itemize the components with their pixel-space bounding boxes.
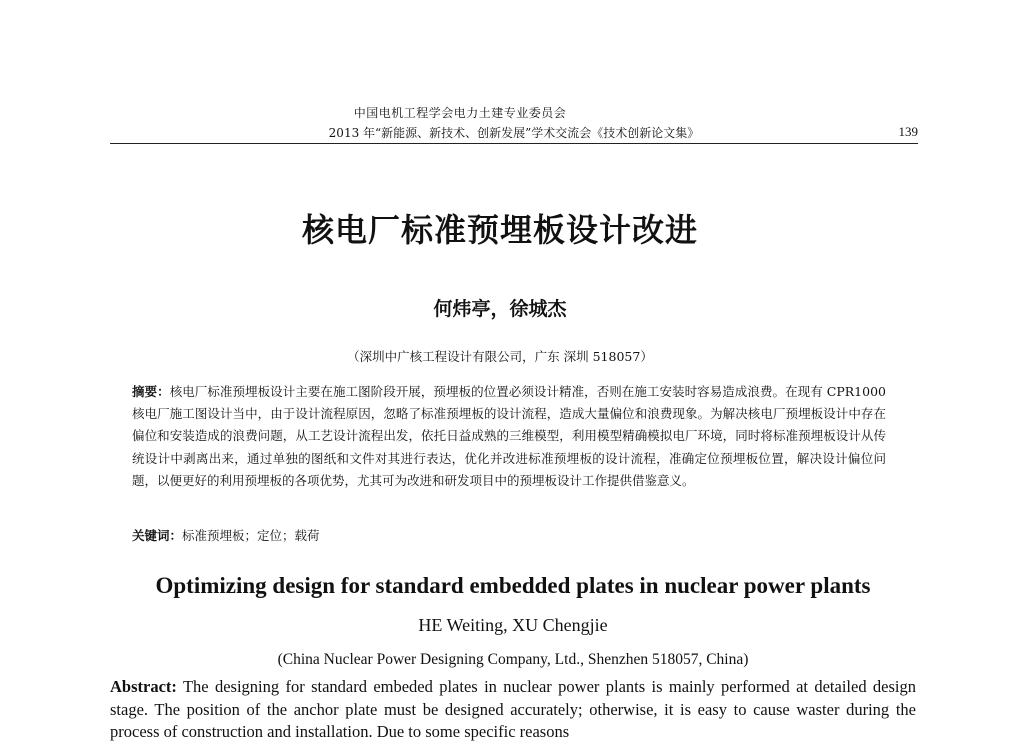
keywords-chinese-label: 关键词： bbox=[132, 528, 183, 543]
abstract-chinese-label: 摘要： bbox=[132, 384, 170, 399]
affiliation-chinese: （深圳中广核工程设计有限公司，广东 深圳 518057） bbox=[347, 349, 653, 364]
page-number: 139 bbox=[898, 124, 918, 139]
abstract-chinese-text: 核电厂标准预埋板设计主要在施工图阶段开展，预埋板的位置必须设计精准，否则在施工安装时容易造成浪费。在现有 CPR1000 核电厂施工图设计当中，由于设计流程原因，忽略了标准预埋板的设计流程，造成大量偏位和浪费现象。为解决核电厂预埋板设计中存在偏位和安装造成的浪费问题，从工艺设计流程出发，依托日益成熟的三维模型，利用模型精确模拟电厂环境，同时将标准预埋板设计从传统设计中剥离出来，通过单独的图纸和文件对其进行表达，优化并改进标准预埋板的设计流程，准确定位预埋板位置，解决设计偏位问题，以便更好的利用预埋板的各项优势，尤其可为改进和研发项目中的预埋板设计工作提供借鉴意义。 bbox=[132, 384, 886, 488]
running-header bbox=[110, 124, 918, 144]
paper-title-chinese: 核电厂标准预埋板设计改进 bbox=[301, 211, 698, 249]
authors-english: HE Weiting, XU Chengjie bbox=[418, 615, 608, 635]
authors-chinese: 何炜亭，徐城杰 bbox=[433, 298, 567, 320]
affiliation-english: (China Nuclear Power Designing Company, Ltd., Shenzhen 518057, China) bbox=[277, 651, 749, 668]
abstract-english-label: Abstract: bbox=[110, 677, 177, 696]
header-rule bbox=[110, 143, 918, 144]
keywords-chinese bbox=[132, 525, 886, 547]
abstract-chinese bbox=[132, 381, 886, 492]
paper-title-english: Optimizing design for standard embedded plates in nuclear power plants bbox=[155, 573, 871, 598]
abstract-english-text: The designing for standard embeded plates in nuclear power plants is mainly performed at detailed design stage. The position of the anchor plate must be designed accurately; otherwise, it is easy to cause waster during the process of construction and installation. Due to some specific reasons bbox=[110, 677, 917, 741]
keywords-chinese-text: 标准预埋板；定位；载荷 bbox=[182, 528, 320, 543]
running-header-conference: 2013 年“新能源、新技术、创新发展”学术交流会《技术创新论文集》 bbox=[328, 126, 700, 140]
abstract-english bbox=[110, 676, 916, 744]
running-header-organization: 中国电机工程学会电力土建专业委员会 bbox=[353, 106, 567, 120]
